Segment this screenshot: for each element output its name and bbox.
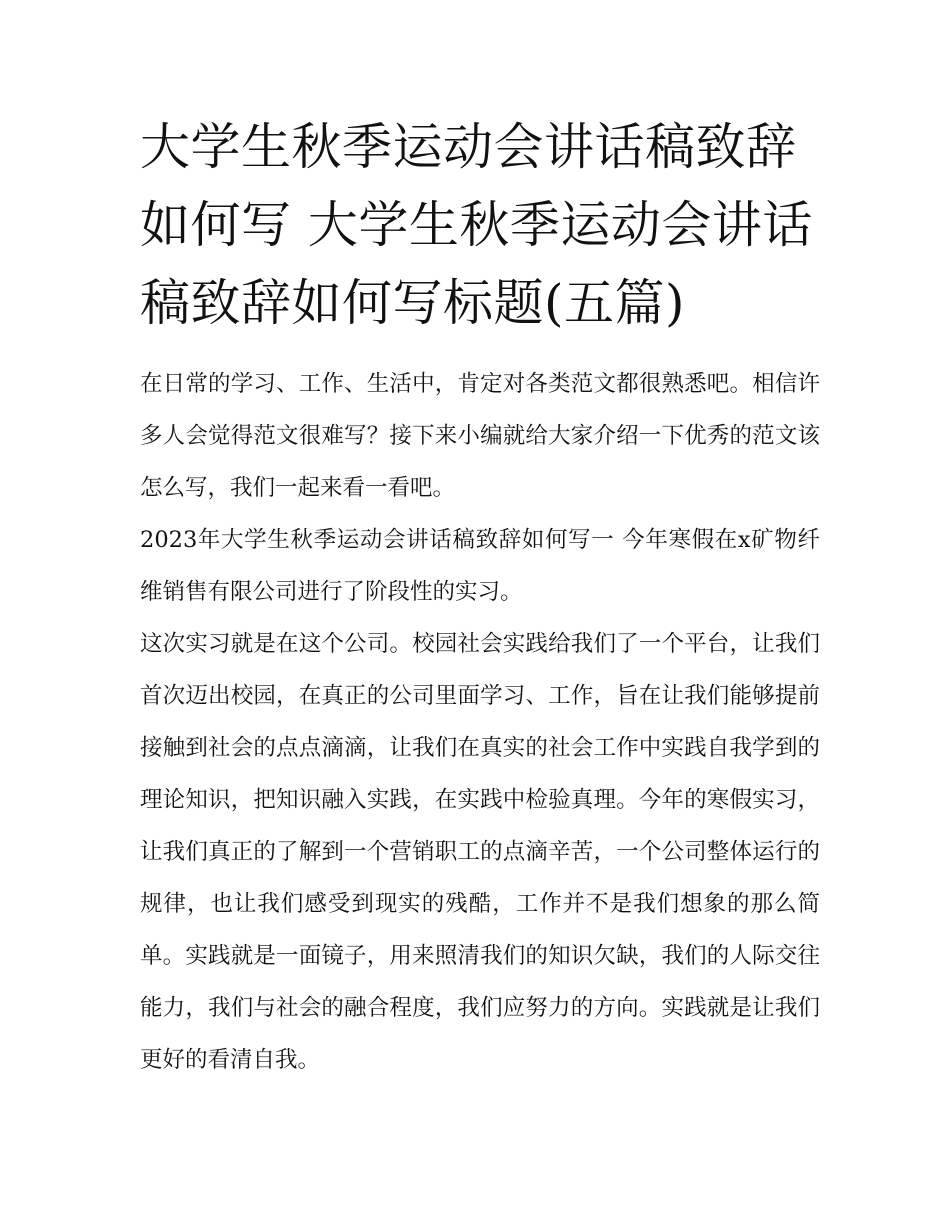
paragraph-internship-intro: 2023年大学生秋季运动会讲话稿致辞如何写一 今年寒假在x矿物纤维销售有限公司进行了阶段性的实习。 — [140, 527, 820, 605]
document-title: 大学生秋季运动会讲话稿致辞如何写 大学生秋季运动会讲话稿致辞如何写标题(五篇) — [140, 118, 813, 332]
document-content — [140, 108, 820, 1086]
paragraph-internship-body: 这次实习就是在这个公司。校园社会实践给我们了一个平台，让我们首次迈出校园，在真正的公司里面学习、工作，旨在让我们能够提前接触到社会的点点滴滴，让我们在真实的社会工作中实践自我学到的理论知识，把知识融入实践，在实践中检验真理。今年的寒假实习，让我们真正的了解到一个营销职工的点滴辛苦，一个公司整体运行的规律，也让我们感受到现实的残酷，工作并不是我们想象的那么简单。实践就是一面镜子，用来照清我们的知识欠缺，我们的人际交往能力，我们与社会的融合程度，我们应努力的方向。实践就是让我们更好的看清自我。 — [140, 631, 820, 1073]
paragraph-intro: 在日常的学习、工作、生活中，肯定对各类范文都很熟悉吧。相信许多人会觉得范文很难写？接下来小编就给大家介绍一下优秀的范文该怎么写，我们一起来看一看吧。 — [140, 371, 820, 501]
